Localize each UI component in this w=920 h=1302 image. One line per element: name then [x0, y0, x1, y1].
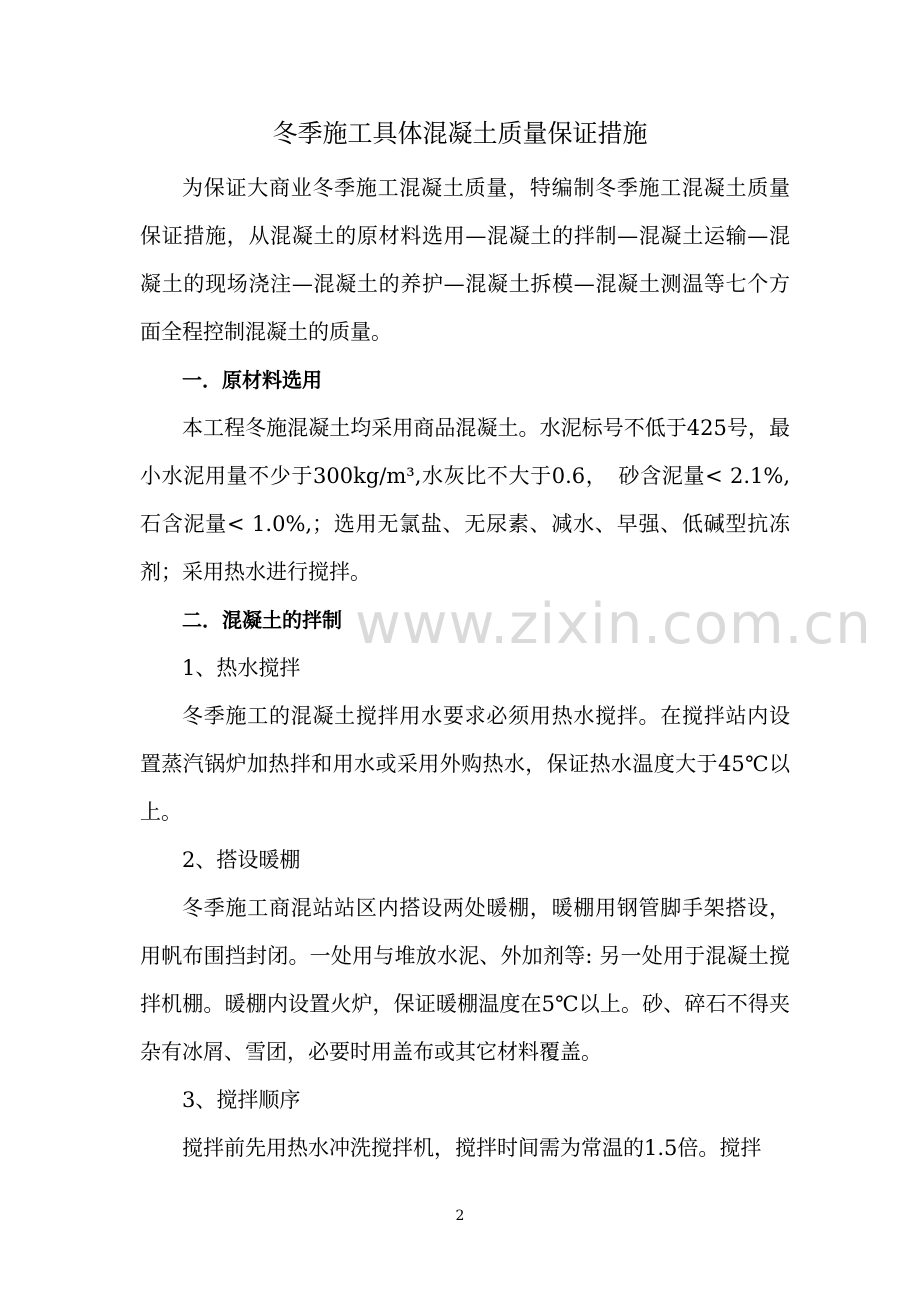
document-body [140, 164, 790, 1172]
page-number: 2 [455, 1208, 465, 1224]
subsection-title-mixing-order: 3、搅拌顺序 [182, 1088, 301, 1112]
mixing-order-paragraph: 搅拌前先用热水冲洗搅拌机，搅拌时间需为常温的1.5倍。搅拌 [182, 1136, 762, 1160]
raw-materials-paragraph: 本工程冬施混凝土均采用商品混凝土。水泥标号不低于425号，最小水泥用量不少于300kg/m³,水灰比不大于0.6， 砂含泥量< 2.1%,石含泥量< 1.0%,；选用无氯盐、无尿素、减水、早强、低碱型抗冻剂；采用热水进行搅拌。 [140, 416, 790, 584]
section-heading-raw-materials: 一．原材料选用 [182, 368, 322, 392]
watermark: www.zixin.com.cn [355, 592, 872, 657]
subsection-title-warm-shed: 2、搭设暖棚 [182, 848, 301, 872]
document-title: 冬季施工具体混凝土质量保证措施 [272, 119, 648, 148]
warm-shed-paragraph: 冬季施工商混站站区内搭设两处暖棚，暖棚用钢管脚手架搭设，用帆布围挡封闭。一处用与堆放水泥、外加剂等: 另一处用于混凝土搅拌机棚。暖棚内设置火炉，保证暖棚温度在5℃以上。砂、碎石不得夹杂有冰屑、雪团，必要时用盖布或其它材料覆盖。 [140, 896, 790, 1064]
section-heading-mixing: 二．混凝土的拌制 [182, 608, 342, 632]
intro-paragraph: 为保证大商业冬季施工混凝土质量，特编制冬季施工混凝土质量保证措施，从混凝土的原材料选用—混凝土的拌制—混凝土运输—混凝土的现场浇注—混凝土的养护—混凝土拆模—混凝土测温等七个方面全程控制混凝土的质量。 [140, 176, 790, 344]
subsection-title-hot-water: 1、热水搅拌 [182, 656, 301, 680]
hot-water-paragraph: 冬季施工的混凝土搅拌用水要求必须用热水搅拌。在搅拌站内设置蒸汽锅炉加热拌和用水或采用外购热水，保证热水温度大于45℃以上。 [140, 704, 790, 824]
